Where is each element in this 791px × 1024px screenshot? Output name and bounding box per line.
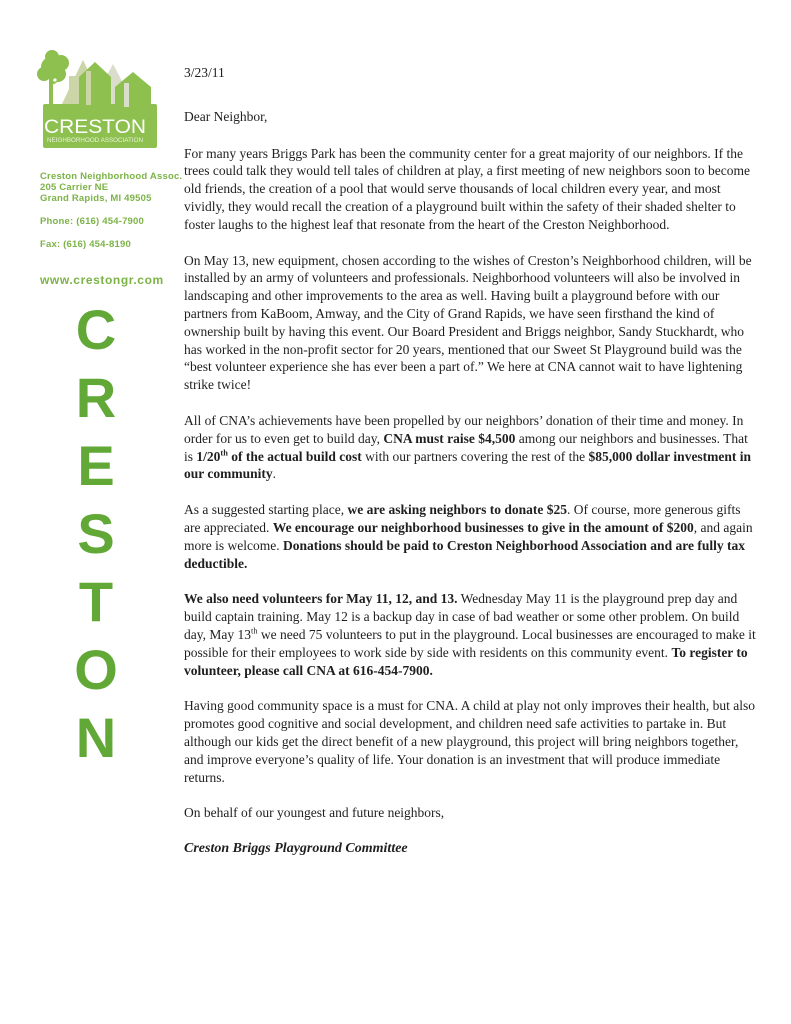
contact-address2: Grand Rapids, MI 49505 — [40, 193, 152, 204]
creston-logo — [33, 46, 157, 148]
contact-phone: Phone: (616) 454-7900 — [40, 216, 144, 227]
contact-block — [40, 171, 190, 287]
letter-paragraph: On May 13, new equipment, chosen according to the wishes of Creston’s Neighborhood children, will be installed by an army of volunteers and professionals. Neighborhood volunteers will also be involved in landscaping and other improvements to the area as well. Having built a playground before with our partners from KaBoom, Amway, and the City of Grand Rapids, we have seen firsthand the kind of ownership built by having this event. Our Board President and Briggs neighbor, Sandy Stuckhardt, who has worked in the non-profit sector for 20 years, mentioned that our Sweet St Playground build was the “best volunteer experience she has ever been a part of.” We here at CNA cannot wait to have lightening strike twice! — [184, 252, 752, 393]
vertical-letter-c: C — [75, 298, 117, 361]
logo-title: CRESTON — [44, 117, 146, 138]
vertical-letter-s: S — [77, 502, 115, 565]
contact-fax: Fax: (616) 454-8190 — [40, 239, 131, 250]
contact-org: Creston Neighborhood Assoc. — [40, 171, 183, 182]
website-link[interactable]: www.crestongr.com — [40, 273, 164, 287]
letter-body — [184, 64, 756, 858]
vertical-letter-e: E — [77, 434, 115, 497]
vertical-letter-r: R — [75, 366, 117, 429]
logo-subtitle: NEIGHBORHOOD ASSOCIATION — [47, 138, 143, 144]
letter-paragraph: For many years Briggs Park has been the community center for a great majority of our neighbors. If the trees could talk they would tell tales of children at play, a first meeting of new neighbors soon to become old friends, the creation of a pool that would serve thousands of local children every year, and most vividly, they would recall the creation of a playground built within the safety of their shaded shelter to foster laughs to the highest leaf that resonate from the heart of the Creston Neighborhood. — [184, 145, 750, 232]
contact-address1: 205 Carrier NE — [40, 182, 109, 193]
letter-closing: On behalf of our youngest and future neighbors, — [184, 805, 445, 821]
letter-paragraph: Having good community space is a must for CNA. A child at play not only improves their health, but also promotes good cognitive and social development, and children need safe activities to partake in. But although our kids get the direct benefit of a new playground, this project will bring neighbors together, and improve everyone’s quality of life. Your donation is an investment that will produce immediate returns. — [184, 698, 756, 785]
letter-paragraph: As a suggested starting place, we are asking neighbors to donate $25. Of course, more generous gifts are appreciated. We encourage our neighborhood businesses to give in the amount of $200, and again more is welcome. Donations should be paid to Creston Neighborhood Association and are fully tax deductible. — [184, 502, 753, 571]
vertical-letter-o: O — [74, 638, 118, 701]
letter-signature: Creston Briggs Playground Committee — [184, 841, 408, 857]
letter-paragraph: All of CNA’s achievements have been propelled by our neighbors’ donation of their time and money. In order for us to even get to build day, CNA must raise $4,500 among our neighbors and businesses. That is 1/20th of the actual build cost with our partners covering the rest of the $85,000 dollar investment in our community. — [184, 412, 752, 482]
letter-date: 3/23/11 — [184, 65, 225, 80]
creston-logo-icon — [33, 46, 157, 148]
vertical-letter-n: N — [75, 706, 117, 769]
letter-paragraphs — [184, 145, 756, 823]
vertical-letter-t: T — [78, 570, 114, 633]
contact-address — [40, 171, 190, 204]
letter-paragraph: We also need volunteers for May 11, 12, and 13. Wednesday May 11 is the playground prep day and build captain training. May 12 is a backup day in case of bad weather or some other problem. On build day, May 13th we need 75 volunteers to put in the playground. Local businesses are encouraged to make it possible for their employees to work side by side with residents on this community event. To register to volunteer, please call CNA at 616-454-7900. — [184, 591, 756, 678]
letter-salutation: Dear Neighbor, — [184, 108, 268, 124]
vertical-creston-letters — [58, 296, 134, 772]
